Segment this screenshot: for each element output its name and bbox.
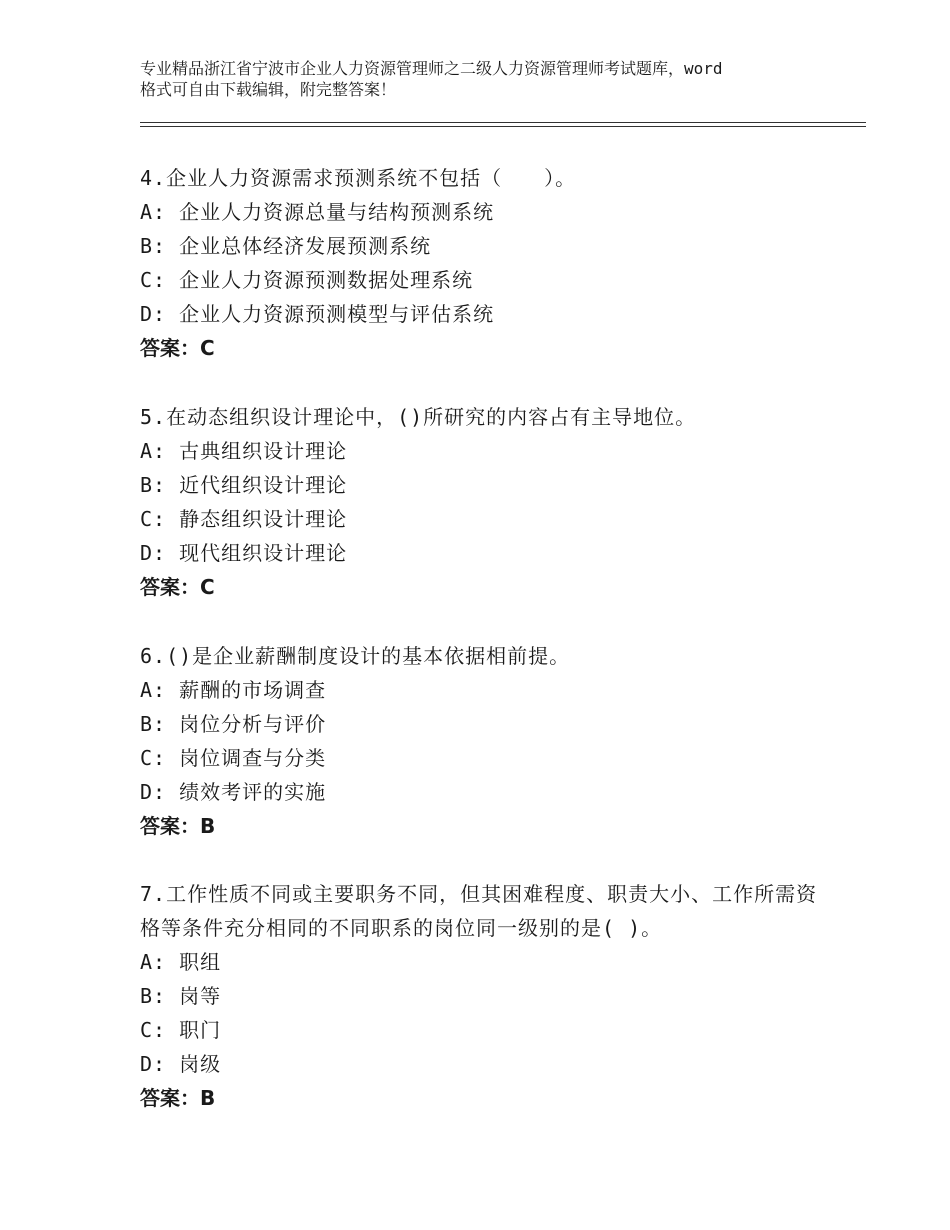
option-c: C: 职门	[140, 1018, 222, 1042]
header-divider-top	[140, 122, 866, 123]
question-7	[140, 877, 820, 1115]
question-stem: 4.企业人力资源需求预测系统不包括（ ）。	[140, 166, 577, 190]
question-6	[140, 639, 820, 843]
document-header	[140, 58, 840, 100]
answer-value: B	[200, 1086, 216, 1110]
option-c: C: 静态组织设计理论	[140, 507, 348, 531]
question-stem: 7.工作性质不同或主要职务不同，但其困难程度、职责大小、工作所需资格等条件充分相同的不同职系的岗位同一级别的是( )。	[140, 882, 818, 940]
answer-value: B	[200, 814, 216, 838]
header-line-1: 专业精品浙江省宁波市企业人力资源管理师之二级人力资源管理师考试题库，word	[140, 59, 723, 78]
option-b: B: 岗位分析与评价	[140, 712, 327, 736]
answer-label: 答案：	[140, 814, 200, 838]
option-a: A: 古典组织设计理论	[140, 439, 348, 463]
answer-value: C	[200, 575, 215, 599]
option-a: A: 企业人力资源总量与结构预测系统	[140, 200, 495, 224]
option-b: B: 近代组织设计理论	[140, 473, 348, 497]
option-c: C: 岗位调查与分类	[140, 746, 327, 770]
answer-label: 答案：	[140, 575, 200, 599]
option-c: C: 企业人力资源预测数据处理系统	[140, 268, 474, 292]
answer-line	[140, 1081, 820, 1115]
option-d: D: 岗级	[140, 1052, 222, 1076]
question-4	[140, 161, 820, 365]
option-b: B: 企业总体经济发展预测系统	[140, 234, 432, 258]
answer-line	[140, 809, 820, 843]
answer-line	[140, 570, 820, 604]
question-stem: 5.在动态组织设计理论中，()所研究的内容占有主导地位。	[140, 405, 697, 429]
header-line-2: 格式可自由下载编辑，附完整答案！	[140, 80, 397, 99]
option-d: D: 现代组织设计理论	[140, 541, 348, 565]
answer-label: 答案：	[140, 336, 200, 360]
answer-value: C	[200, 336, 215, 360]
option-a: A: 职组	[140, 950, 222, 974]
answer-label: 答案：	[140, 1086, 200, 1110]
answer-line	[140, 331, 820, 365]
question-5	[140, 400, 820, 604]
question-stem: 6.()是企业薪酬制度设计的基本依据相前提。	[140, 644, 571, 668]
option-d: D: 企业人力资源预测模型与评估系统	[140, 302, 495, 326]
header-divider-bottom	[140, 126, 866, 127]
option-a: A: 薪酬的市场调查	[140, 678, 327, 702]
option-b: B: 岗等	[140, 984, 222, 1008]
option-d: D: 绩效考评的实施	[140, 780, 327, 804]
